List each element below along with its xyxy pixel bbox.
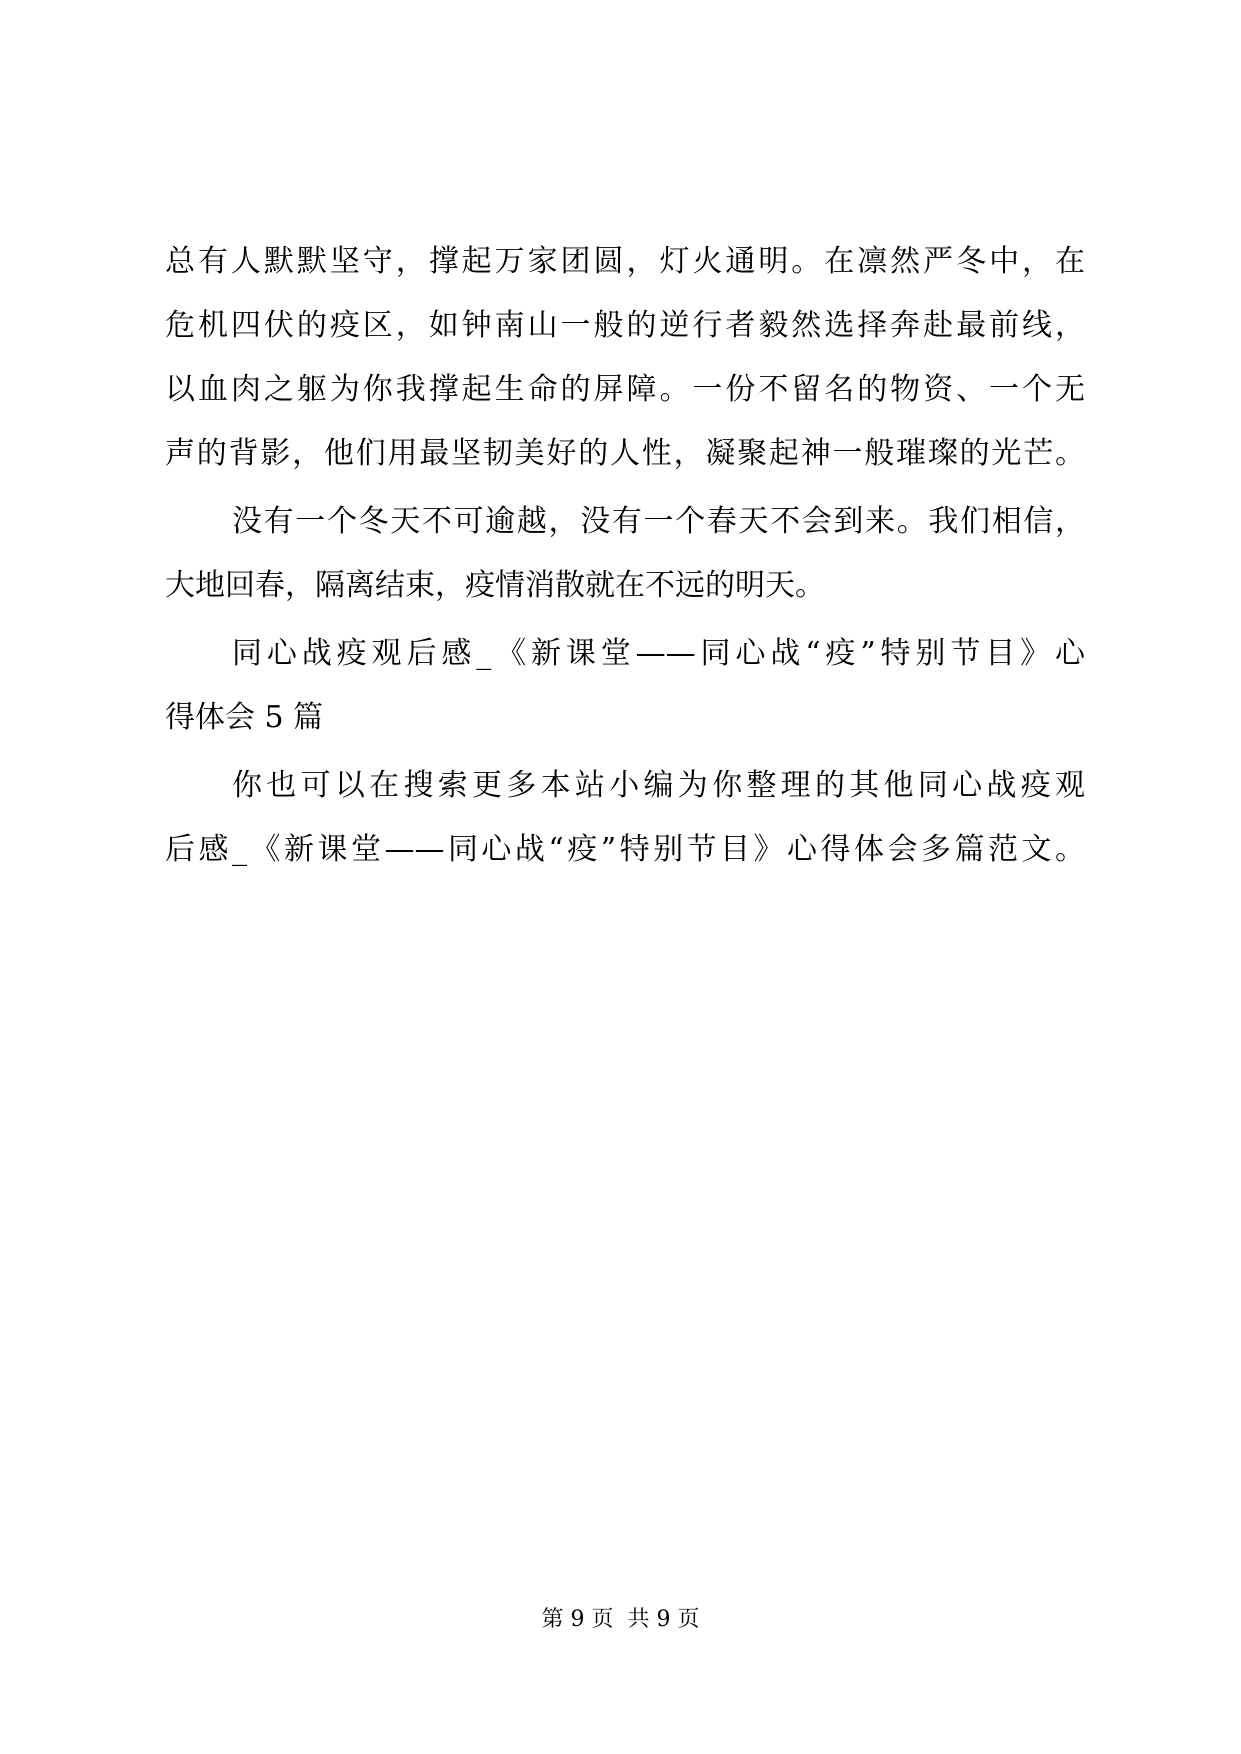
paragraph-line: 大地回春，隔离结束，疫情消散就在不远的明天。 — [165, 568, 825, 603]
paragraph-line: 危机四伏的疫区，如钟南山一般的逆行者毅然选择奔赴最前线， — [165, 308, 1085, 343]
paragraph-line: 你也可以在搜索更多本站小编为你整理的其他同心战疫观 — [232, 768, 1085, 803]
paragraph-line: 得体会 5 篇 — [165, 700, 324, 735]
paragraph-line: 后感_《新课堂——同心战“疫”特别节目》心得体会多篇范文。 — [165, 832, 1085, 867]
paragraph-line: 总有人默默坚守，撑起万家团圆，灯火通明。在凛然严冬中，在 — [165, 244, 1085, 279]
paragraph-line: 声的背影，他们用最坚韧美好的人性，凝聚起神一般璀璨的光芒。 — [165, 436, 1085, 471]
page-number-footer: 第 9 页 共 9 页 — [541, 1607, 700, 1632]
paragraph-line: 没有一个冬天不可逾越，没有一个春天不会到来。我们相信， — [232, 504, 1085, 539]
paragraph-line: 同心战疫观后感_《新课堂——同心战“疫”特别节目》心 — [232, 636, 1085, 671]
paragraph-line: 以血肉之躯为你我撑起生命的屏障。一份不留名的物资、一个无 — [165, 372, 1085, 407]
